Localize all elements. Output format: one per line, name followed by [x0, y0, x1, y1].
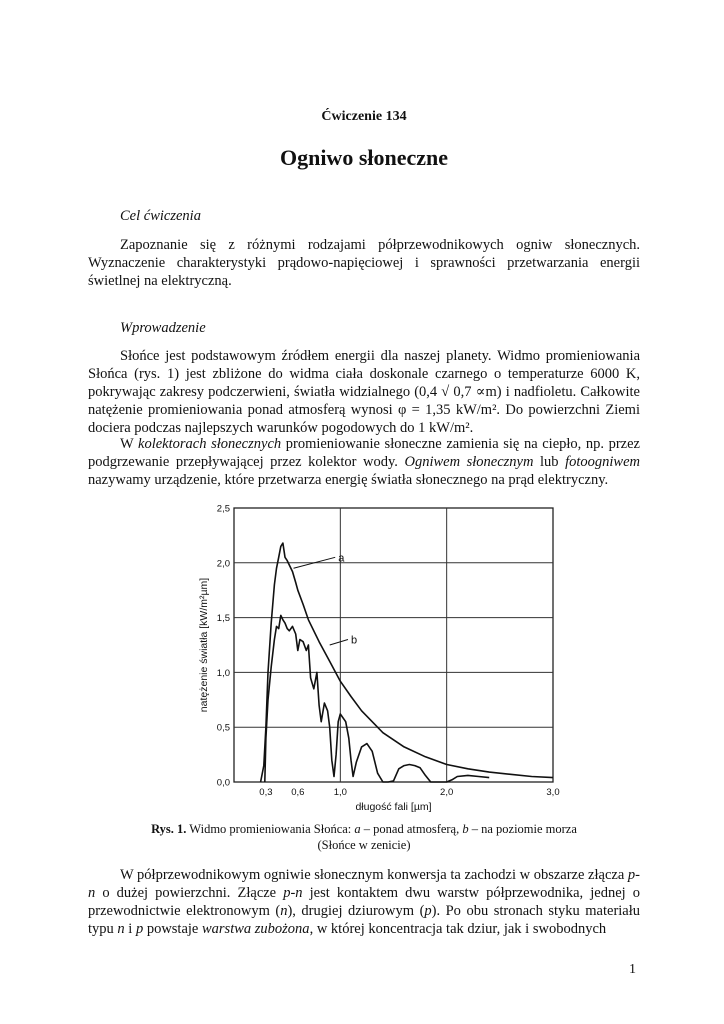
x-tick-label: 3,0 [546, 787, 560, 798]
y-axis-label: natężenie światła [kW/m²µm] [198, 577, 210, 713]
x-axis-label: długość fali [µm] [355, 801, 432, 813]
x-tick-label: 0,3 [259, 787, 273, 798]
body-paragraph-3: W półprzewodnikowym ogniwie słonecznym konwersja ta zachodzi w obszarze złącza p-n o dużej powierzchni. Złącze p-n jest kontaktem dwu warstw półprzewodnika, jednej o przewodnictwie elektronowym (n), drugiej dziurowym (p). Po obu stronach styku materiału typu n i p powstaje warstwa zubożona, w której koncentracja tak dziur, jak i swobodnych [88, 867, 641, 937]
series-a-label: a [338, 552, 345, 565]
x-tick-label: 0,6 [291, 787, 305, 798]
page-title: Ogniwo słoneczne [279, 145, 449, 170]
intro-paragraph-2: W kolektorach słonecznych promieniowanie słoneczne zamienia się na ciepło, np. przez podgrzewanie przepływającej przez kolektor wody. Ogniwem słonecznym lub fotoogniwem nazywamy urządzenie, które przetwarza energię światła słonecznego na prąd elektryczny. [88, 436, 641, 488]
page-number: 1 [629, 962, 636, 977]
series-b-leader [330, 640, 348, 645]
plot-frame [234, 508, 553, 782]
goal-heading: Cel ćwiczenia [120, 208, 201, 224]
x-tick-label: 1,0 [333, 787, 347, 798]
y-tick-label: 0,5 [216, 722, 230, 734]
y-tick-label: 2,5 [216, 503, 230, 515]
series-b-line [265, 615, 489, 782]
figure-caption: Rys. 1. Widmo promieniowania Słońca: a – ponad atmosferą, b – na poziomie morza (Słońce w zenicie) [151, 822, 577, 852]
x-tick-label: 2,0 [440, 787, 454, 798]
series-a-line [261, 543, 553, 782]
y-tick-label: 2,0 [216, 558, 230, 570]
intro-heading: Wprowadzenie [120, 320, 206, 336]
intro-paragraph-1: Słońce jest podstawowym źródłem energii dla naszej planety. Widmo promieniowania Słońca (rys. 1) jest zbliżone do widma ciała doskonale czarnego o temperaturze 6000 K, pokrywając zakresy podczerwieni, światła widzialnego (0,4 √ 0,7 ∝m) i nadfioletu. Całkowite natężenie promieniowania ponad atmosferą wynosi φ = 1,35 kW/m². Do powierzchni Ziemi dociera podczas najlepszych warunków pogodowych do 1 kW/m². [88, 348, 640, 436]
figure-caption-line2: (Słońce w zenicie) [317, 838, 411, 852]
goal-paragraph: Zapoznanie się z różnymi rodzajami półprzewodnikowych ogniw słonecznych. Wyznaczenie charakterystyki prądowo-napięciowej i sprawności przetwarzania energii świetlnej na elektryczną. [88, 237, 640, 289]
exercise-number: Ćwiczenie 134 [321, 109, 407, 124]
y-tick-label: 1,5 [216, 613, 230, 625]
solar-spectrum-chart [196, 496, 574, 816]
series-b-label: b [350, 634, 358, 647]
y-tick-label: 0,0 [216, 777, 230, 789]
y-tick-label: 1,0 [216, 667, 230, 679]
